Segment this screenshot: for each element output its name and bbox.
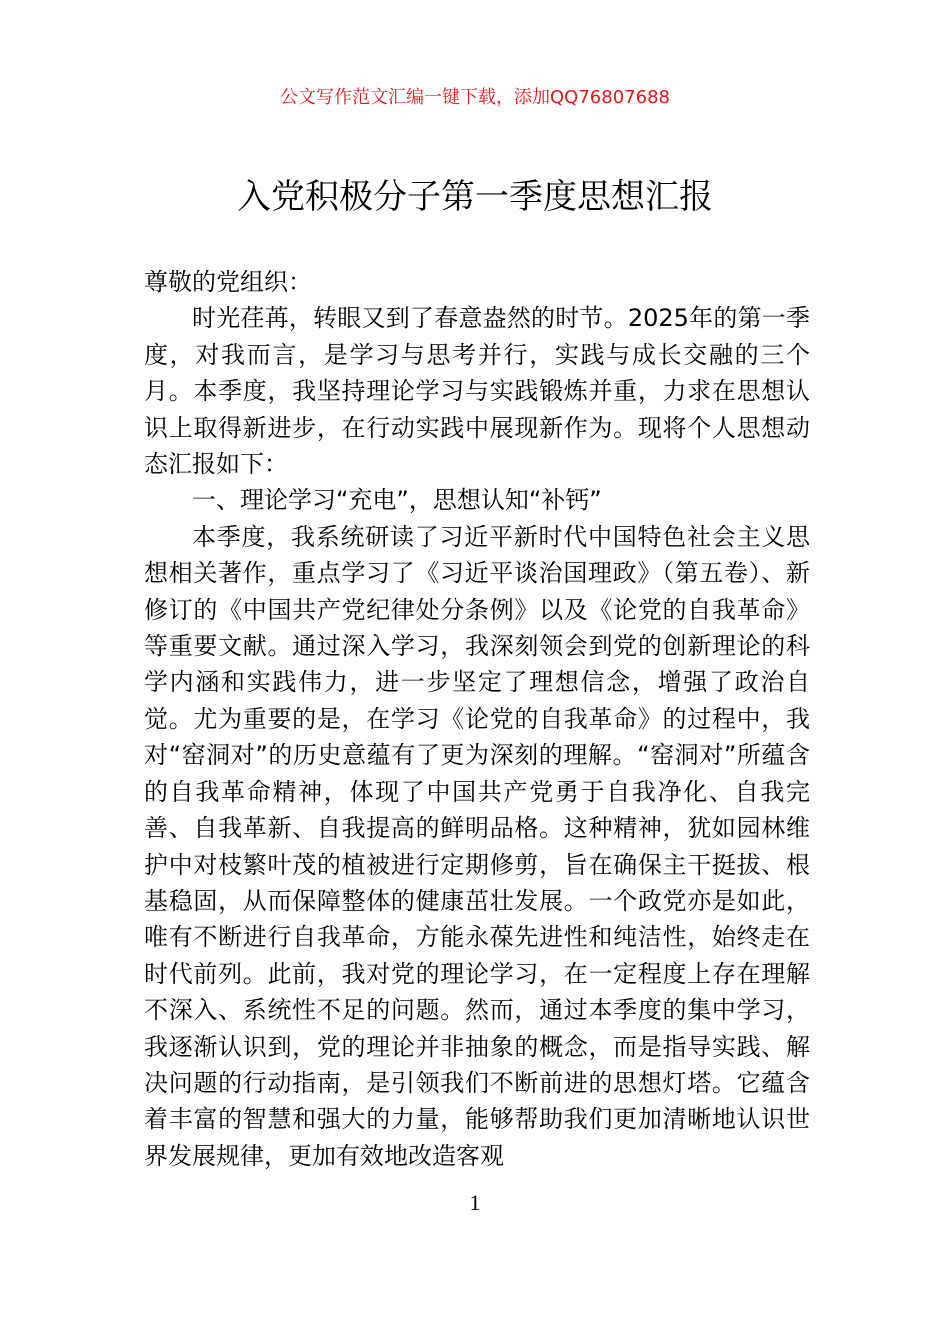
paragraph-theory-study: 本季度，我系统研读了习近平新时代中国特色社会主义思想相关著作，重点学习了《习近平谈治国理政》（第五卷）、新修订的《中国共产党纪律处分条例》以及《论党的自我革命》等重要文献。通过深入学习，我深刻领会到党的创新理论的科学内涵和实践伟力，进一步坚定了理想信念，增强了政治自觉。尤为重要的是，在学习《论党的自我革命》的过程中，我对“窑洞对”的历史意蕴有了更为深刻的理解。“窑洞对”所蕴含的自我革命精神，体现了中国共产党勇于自我净化、自我完善、自我革新、自我提高的鲜明品格。这种精神，犹如园林维护中对枝繁叶茂的植被进行定期修剪，旨在确保主干挺拔、根基稳固，从而保障整体的健康茁壮发展。一个政党亦是如此，唯有不断进行自我革命，方能永葆先进性和纯洁性，始终走在时代前列。此前，我对党的理论学习，在一定程度上存在理解不深入、系统性不足的问题。然而，通过本季度的集中学习，我逐渐认识到，党的理论并非抽象的概念，而是指导实践、解决问题的行动指南，是引领我们不断前进的思想灯塔。它蕴含着丰富的智慧和强大的力量，能够帮助我们更加清晰地认识世界发展规律，更加有效地改造客观	[144, 522, 810, 1170]
page-number: 1	[469, 1190, 481, 1215]
document-title: 入党积极分子第一季度思想汇报	[237, 177, 713, 217]
header-note: 公文写作范文汇编一键下载，添加QQ76807688	[280, 87, 670, 108]
document-body	[144, 264, 810, 1174]
paragraph-intro: 时光荏苒，转眼又到了春意盎然的时节。2025年的第一季度，对我而言，是学习与思考并行，实践与成长交融的三个月。本季度，我坚持理论学习与实践锻炼并重，力求在思想认识上取得新进步，在行动实践中展现新作为。现将个人思想动态汇报如下：	[144, 304, 810, 479]
salutation: 尊敬的党组织：	[144, 268, 312, 296]
section-heading: 一、理论学习“充电”，思想认知“补钙”	[192, 486, 602, 515]
